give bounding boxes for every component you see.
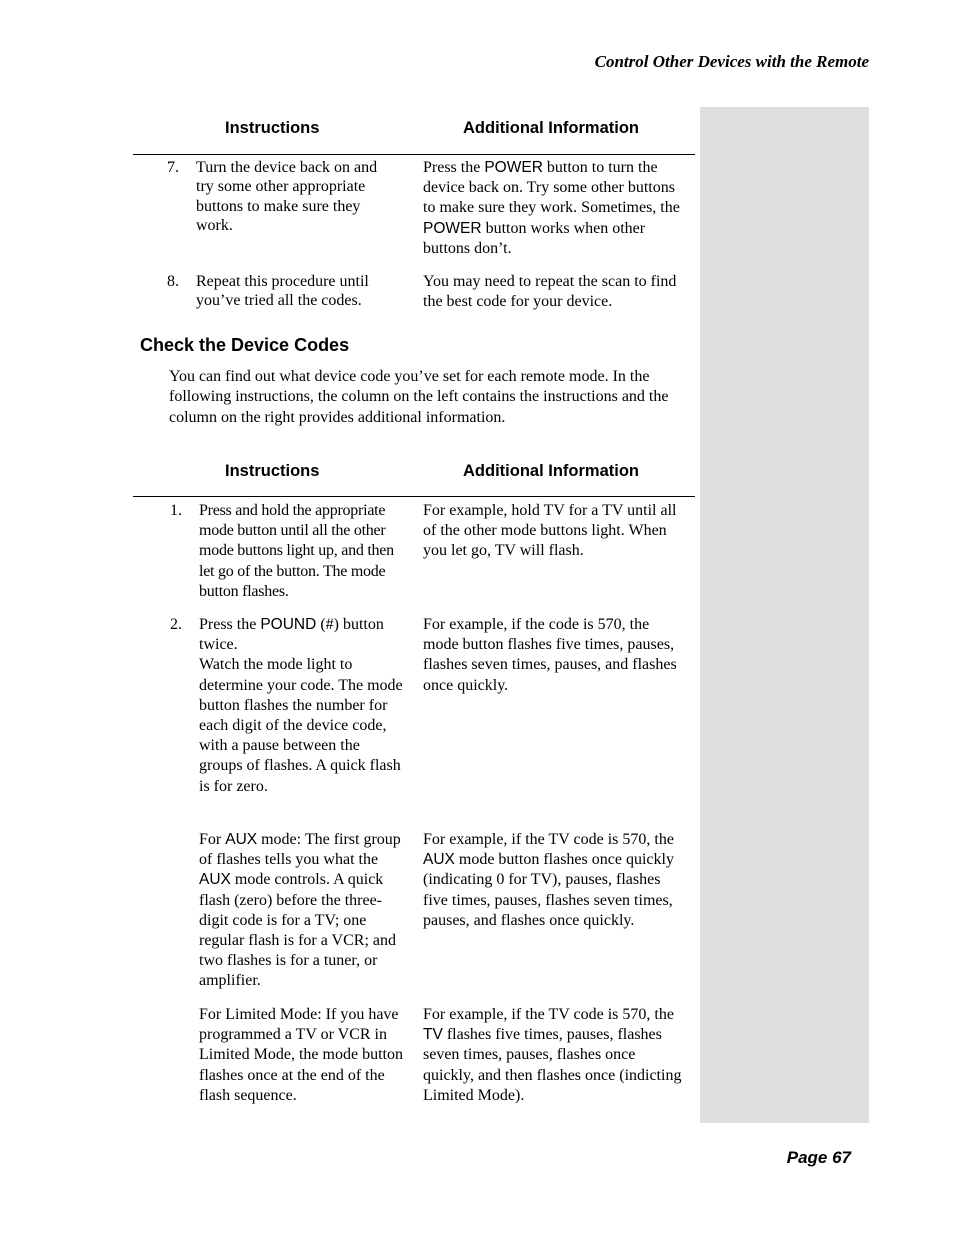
additional-info-text: You may need to repeat the scan to find the best code for your device. [423, 273, 677, 311]
table2-header-additional: Additional Information [463, 462, 639, 480]
instruction-text: Press the POUND (#) button twice. Watch the mode light to determine your code. The mode button flashes the number for each digit of the device code, with a pause between the groups of flashes. A quick flash is for zero. [199, 616, 403, 795]
step-number: 8. [167, 273, 179, 290]
aux-key-label: AUX [423, 851, 455, 869]
instruction-text: Turn the device back on and try some other appropriate buttons to make sure they work. [196, 159, 378, 234]
instruction-text: For AUX mode: The first group of flashes tells you what the AUX mode controls. A quick flash (zero) before the three-digit code is for a TV; one regular flash is for a VCR; and two flashes is for a tuner, or amplifier. [199, 831, 401, 990]
instruction-text: Repeat this procedure until you’ve tried all the codes. [196, 273, 369, 310]
additional-info-text: For example, hold TV for a TV until all of the other mode buttons light. When you let go, TV will flash. [423, 502, 677, 560]
pound-key-label: POUND [260, 616, 317, 633]
table1-header-additional: Additional Information [463, 119, 639, 137]
instruction-text: Press and hold the appropriate mode button until all the other mode buttons light up, and then let go of the button. The mode button flashes. [199, 502, 394, 600]
step-number: 1. [170, 502, 182, 519]
power-key-label: POWER [423, 219, 482, 237]
additional-info-text: For example, if the TV code is 570, the TV flashes five times, pauses, flashes seven times, pauses, flashes once quickly, and then flashes once (indicting Limited Mode). [423, 1006, 682, 1104]
page-number: Page 67 [786, 1148, 851, 1167]
step-number: 7. [167, 159, 179, 176]
additional-info-text: For example, if the TV code is 570, the AUX mode button flashes once quickly (indicating 0 for TV), pauses, flashes five times, pauses, flashes seven times, pauses, and flashes once quickly. [423, 831, 674, 929]
aux-key-label: AUX [199, 871, 231, 889]
section-heading: Check the Device Codes [140, 335, 350, 355]
margin-sidebar [700, 107, 869, 1123]
instruction-text: For Limited Mode: If you have programmed a TV or VCR in Limited Mode, the mode button flashes once at the end of the flash sequence. [199, 1006, 403, 1104]
tv-key-label: TV [423, 1026, 443, 1044]
intro-paragraph: You can find out what device code you’ve set for each remote mode. In the following instructions, the column on the left contains the instructions and the column on the right provides additional information. [169, 368, 669, 426]
table2-header-rule [133, 496, 695, 497]
power-key-label: POWER [484, 159, 543, 176]
table1-header-rule [133, 154, 695, 155]
step-number: 2. [170, 616, 182, 633]
table1-header-instructions: Instructions [225, 119, 320, 137]
running-header: Control Other Devices with the Remote [594, 52, 869, 71]
aux-key-label: AUX [225, 831, 258, 848]
additional-info-text: Press the POWER button to turn the device back on. Try some other buttons to make sure they work. Sometimes, the POWER button works when other buttons don’t. [423, 159, 680, 257]
table2-header-instructions: Instructions [225, 462, 320, 480]
additional-info-text: For example, if the code is 570, the mode button flashes five times, pauses, flashes seven times, pauses, and flashes once quickly. [423, 616, 677, 694]
